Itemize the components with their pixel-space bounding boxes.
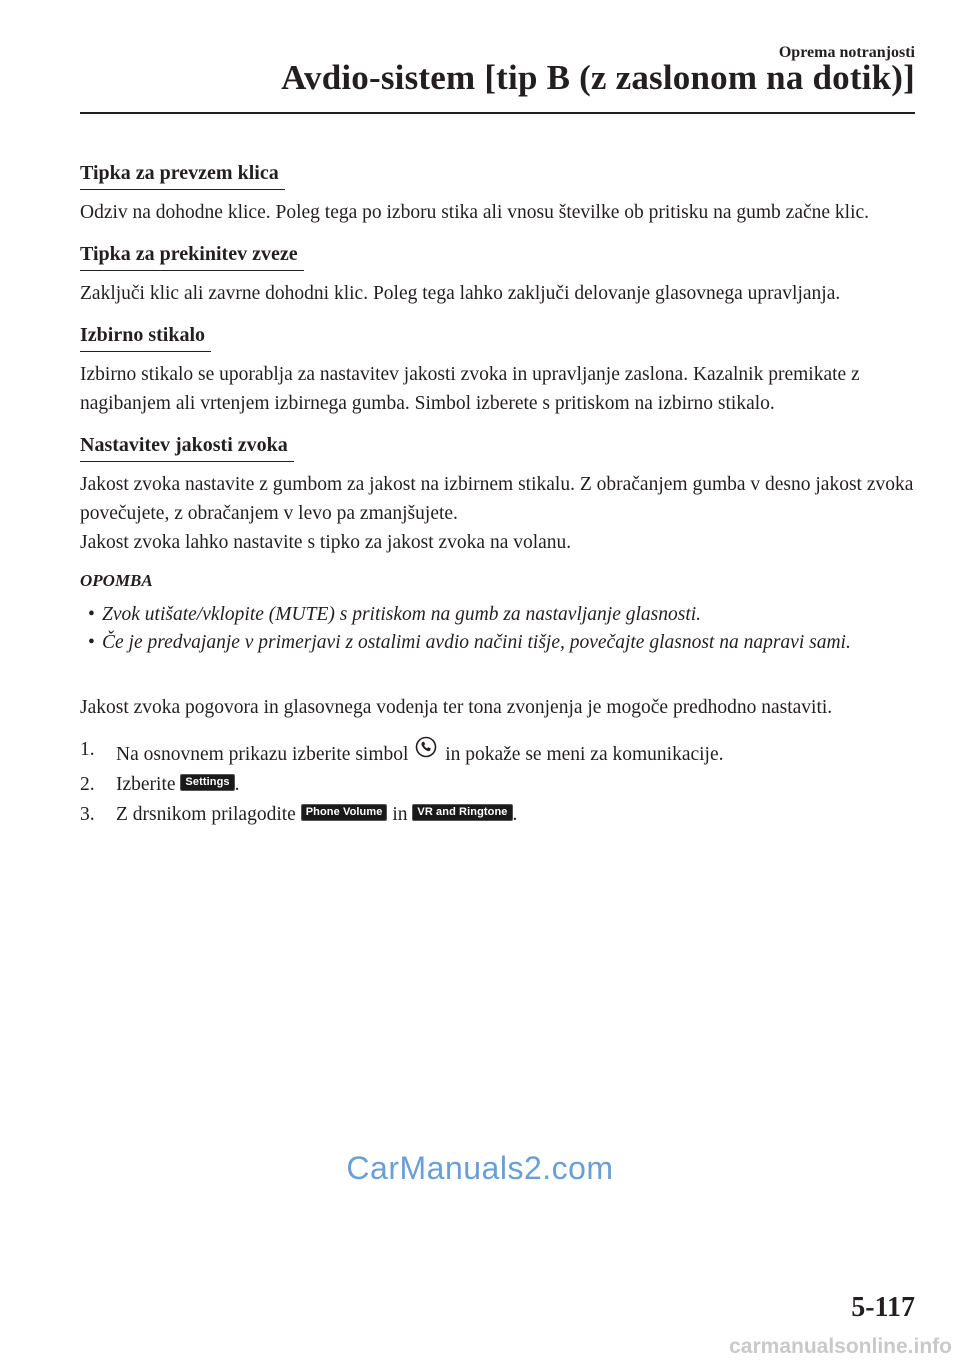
section-heading: Izbirno stikalo — [80, 322, 211, 352]
page-title: Avdio-sistem [tip B (z zaslonom na dotik)] — [281, 58, 915, 97]
section-text — [80, 470, 915, 557]
section-heading: Nastavitev jakosti zvoka — [80, 432, 294, 462]
step-item — [80, 801, 915, 829]
note-title: OPOMBA — [80, 571, 153, 590]
step-text-middle: in — [392, 804, 408, 825]
step-text-before: Z drsnikom prilagodite — [116, 804, 296, 825]
bullet-icon: • — [88, 632, 95, 653]
step-text — [116, 771, 240, 799]
watermark: CarManuals2.com — [346, 1150, 614, 1186]
vr-ringtone-button-image: VR and Ringtone — [412, 804, 512, 821]
section-volume-setting — [80, 432, 915, 557]
section-heading: Tipka za prekinitev zveze — [80, 241, 304, 271]
intro-text: Jakost zvoka pogovora in glasovnega vodenja ter tona zvonjenja je mogoče predhodno nastaviti. — [80, 697, 833, 718]
section-call-button — [80, 158, 915, 227]
step-text-before: Izberite — [116, 774, 176, 795]
phone-volume-button-image: Phone Volume — [301, 804, 388, 821]
header-divider — [80, 112, 915, 114]
step-item — [80, 771, 915, 799]
step-item — [80, 736, 915, 769]
step-number: 1. — [80, 739, 95, 760]
bullet-icon: • — [88, 604, 95, 625]
step-text-after: in pokaže se meni za komunikacije. — [445, 744, 724, 765]
step-number: 2. — [80, 774, 95, 795]
step-text-before: Na osnovnem prikazu izberite simbol — [116, 744, 409, 765]
section-selector-switch — [80, 322, 915, 418]
step-text — [116, 801, 517, 829]
settings-button-image: Settings — [180, 774, 234, 791]
steps-list — [80, 736, 915, 829]
note-item — [80, 629, 915, 657]
header-section-label: Oprema notranjosti — [778, 44, 915, 61]
note-block — [80, 571, 915, 657]
note-text: Zvok utišate/vklopite (MUTE) s pritiskom na gumb za nastavljanje glasnosti. — [102, 604, 702, 625]
footer-url: carmanualsonline.info — [729, 1335, 952, 1358]
phone-icon — [415, 736, 437, 758]
section-text-2: Jakost zvoka lahko nastavite s tipko za jakost zvoka na volanu. — [80, 532, 572, 553]
section-text: Izbirno stikalo se uporablja za nastavitev jakosti zvoka in upravljanje zaslona. Kazalnik premikate z nagibanjem ali vrtenjem izbirnega gumba. Simbol izberete s pritiskom na izbirno stikalo. — [80, 364, 860, 414]
section-heading: Tipka za prevzem klica — [80, 160, 285, 190]
note-text: Če je predvajanje v primerjavi z ostalimi avdio načini tišje, povečajte glasnost na napravi sami. — [102, 632, 851, 653]
section-hangup-button — [80, 241, 915, 308]
section-text: Odziv na dohodne klice. Poleg tega po izboru stika ali vnosu številke ob pritisku na gumb začne klic. — [80, 202, 870, 223]
section-text-1: Jakost zvoka nastavite z gumbom za jakost na izbirnem stikalu. Z obračanjem gumba v desno jakost zvoka povečujete, z obračanjem v levo pa zmanjšujete. — [80, 474, 914, 524]
step-text-after: . — [512, 804, 518, 825]
page-number: 5-117 — [851, 1292, 915, 1323]
step-text-after: . — [234, 774, 240, 795]
step-text — [116, 736, 724, 769]
main-content — [80, 158, 915, 831]
step-number: 3. — [80, 804, 95, 825]
note-item — [80, 601, 915, 629]
section-text: Zaključi klic ali zavrne dohodni klic. Poleg tega lahko zaključi delovanje glasovnega upravljanja. — [80, 283, 841, 304]
